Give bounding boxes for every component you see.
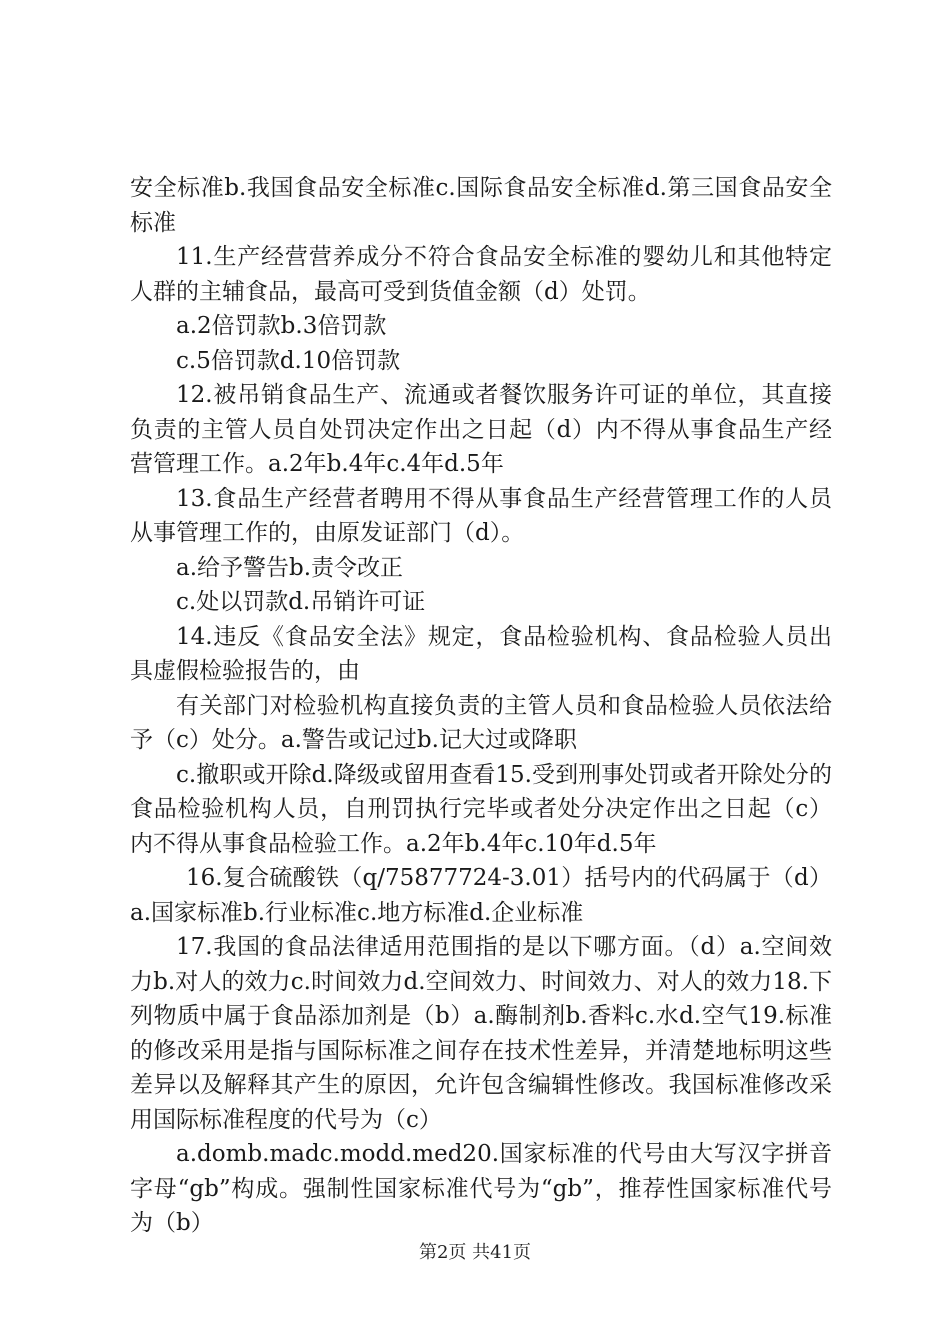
paragraph-question-20: a.domb.madc.modd.med20.国家标准的代号由大写汉字拼音字母“gb”构成。强制性国家标准代号为“gb”，推荐性国家标准代号为（b） xyxy=(130,1141,832,1236)
paragraph-options-13b: c.处以罚款d.吊销许可证 xyxy=(176,589,426,615)
paragraph-question-13: 13.食品生产经营者聘用不得从事食品生产经营管理工作的人员从事管理工作的，由原发证部门（d）。 xyxy=(130,485,832,546)
paragraph-question-16: 16.复合硫酸铁（q/75877724-3.01）括号内的代码属于（d）a.国家标准b.行业标准c.地方标准d.企业标准 xyxy=(130,865,832,926)
page-number-label: 第2页 共41页 xyxy=(418,1242,532,1263)
paragraph-options-11b: c.5倍罚款d.10倍罚款 xyxy=(176,347,401,374)
paragraph-question-12: 12.被吊销食品生产、流通或者餐饮服务许可证的单位，其直接负责的主管人员自处罚决定作出之日起（d）内不得从事食品生产经营管理工作。a.2年b.4年c.4年d.5年 xyxy=(130,382,832,477)
paragraph-options-11a: a.2倍罚款b.3倍罚款 xyxy=(176,313,387,339)
paragraph-question-14-cont: 有关部门对检验机构直接负责的主管人员和食品检验人员依法给予（c）处分。a.警告或记过b.记大过或降职 xyxy=(130,692,832,753)
page-body xyxy=(130,171,832,1241)
paragraph-question-17-19: 17.我国的食品法律适用范围指的是以下哪方面。（d）a.空间效力b.对人的效力c.时间效力d.空间效力、时间效力、对人的效力18.下列物质中属于食品添加剂是（b）a.酶制剂b.香料c.水d.空气19.标准的修改采用是指与国际标准之间存在技术性差异，并清楚地标明这些差异以及解释其产生的原因，允许包含编辑性修改。我国标准修改采用国际标准程度的代号为（c） xyxy=(130,934,832,1133)
paragraph-question-14: 14.违反《食品安全法》规定，食品检验机构、食品检验人员出具虚假检验报告的，由 xyxy=(130,623,832,684)
paragraph-question-11: 11.生产经营营养成分不符合食品安全标准的婴幼儿和其他特定人群的主辅食品，最高可受到货值金额（d）处罚。 xyxy=(130,244,832,305)
paragraph-options-13a: a.给予警告b.责令改正 xyxy=(176,554,404,581)
paragraph-question-15: c.撤职或开除d.降级或留用查看15.受到刑事处罚或者开除处分的食品检验机构人员，自刑罚执行完毕或者处分决定作出之日起（c）内不得从事食品检验工作。a.2年b.4年c.10年d.5年 xyxy=(130,761,832,857)
paragraph-0: 安全标准b.我国食品安全标准c.国际食品安全标准d.第三国食品安全标准 xyxy=(130,175,832,236)
page-footer xyxy=(0,1238,950,1264)
